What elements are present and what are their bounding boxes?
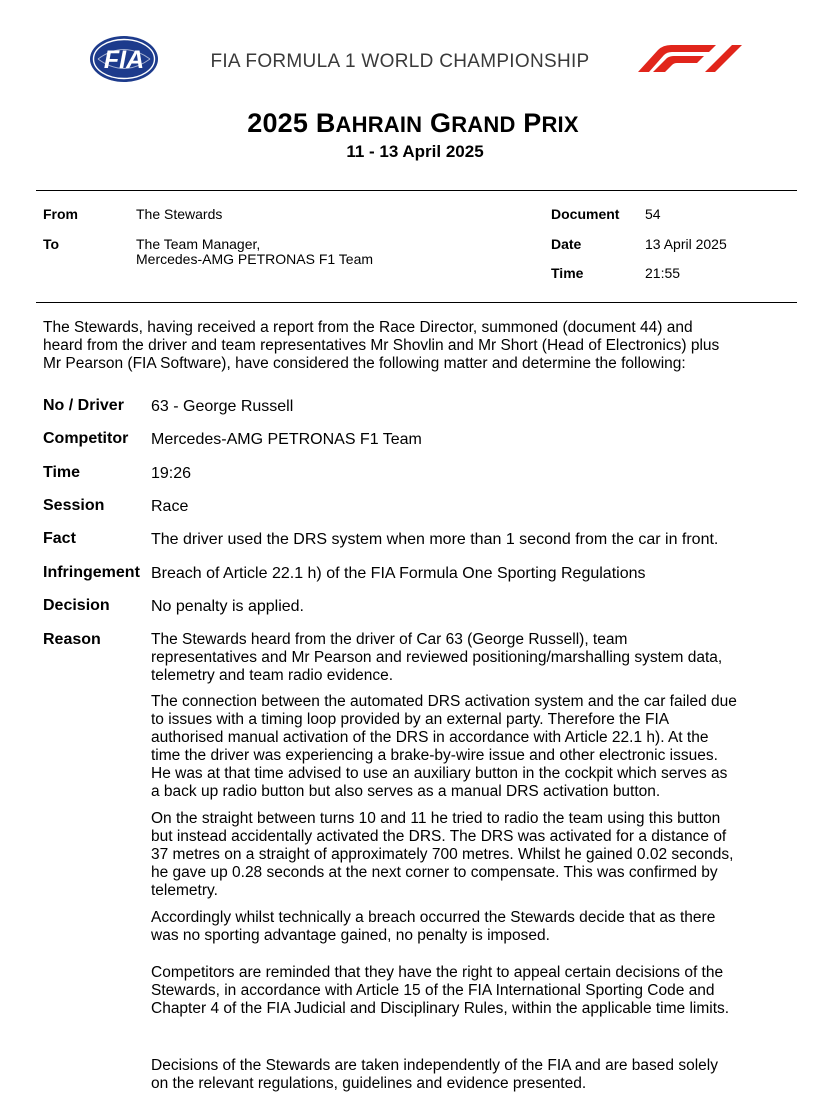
appeal-notice: Competitors are reminded that they have the right to appeal certain decisions of the Stewards, in accordance with Article 15 of the FIA International Sporting Code and Chapter 4 of the FIA Judicial and Disciplinary Rules, within the applicable time limits.: [151, 964, 730, 1017]
driver-label: No / Driver: [43, 397, 124, 414]
document-label: Document: [551, 206, 620, 222]
bottom-divider: [36, 302, 797, 303]
from-value: The Stewards: [136, 206, 223, 222]
fact-label: Fact: [43, 530, 76, 547]
time-label: Time: [551, 265, 584, 281]
intro-paragraph: The Stewards, having received a report from the Race Director, summoned (document 44) and heard from the driver and team representatives Mr Shovlin and Mr Short (Head of Electronics) plus Mr Pearson (FIA Software), have considered the following matter and determine the following:: [43, 319, 720, 372]
time-value: 21:55: [645, 265, 681, 281]
to-label: To: [43, 236, 60, 252]
fact-value: The driver used the DRS system when more than 1 second from the car in front.: [151, 531, 719, 548]
competitor-value: Mercedes-AMG PETRONAS F1 Team: [151, 431, 422, 448]
decision-label: Decision: [43, 597, 110, 614]
grand-prix-title: 2025 BAHRAIN GRAND PRIX: [247, 108, 579, 138]
incident-time-label: Time: [43, 464, 81, 481]
session-label: Session: [43, 497, 105, 514]
reason-label: Reason: [43, 631, 101, 648]
reason-paragraph-1: The Stewards heard from the driver of Car 63 (George Russell), team representatives and Mr Pearson and reviewed positioning/marshalling system data, telemetry and team radio evidence.: [151, 631, 723, 684]
championship-title: FIA FORMULA 1 WORLD CHAMPIONSHIP: [210, 51, 590, 72]
driver-value: 63 - George Russell: [151, 398, 294, 415]
document-number: 54: [645, 206, 661, 222]
incident-time-value: 19:26: [151, 465, 192, 482]
to-value-line2: Mercedes-AMG PETRONAS F1 Team: [136, 251, 374, 267]
top-divider: [36, 190, 797, 191]
date-label: Date: [551, 236, 582, 252]
reason-paragraph-4: Accordingly whilst technically a breach occurred the Stewards decide that as there was no sporting advantage gained, no penalty is imposed.: [151, 909, 716, 944]
fia-logo: [88, 34, 160, 84]
event-dates: 11 - 13 April 2025: [346, 142, 484, 161]
f1-logo: [638, 44, 742, 76]
independence-notice: Decisions of the Stewards are taken independently of the FIA and are based solely on the relevant regulations, guidelines and evidence presented.: [151, 1057, 718, 1092]
decision-value: No penalty is applied.: [151, 598, 304, 615]
session-value: Race: [151, 498, 189, 515]
reason-paragraph-2: The connection between the automated DRS activation system and the car failed due to issues with a timing loop provided by an external party. Therefore the FIA authorised manual activation of the DRS in accordance with Article 22.1 h). At the time the driver was experiencing a brake-by-wire issue and other electronic issues. He was at that time advised to use an auxiliary button in the cockpit which serves as a back up radio button but also serves as a manual DRS activation button.: [151, 693, 737, 800]
competitor-label: Competitor: [43, 430, 129, 447]
date-value: 13 April 2025: [645, 236, 727, 252]
infringement-label: Infringement: [43, 564, 140, 581]
to-value-line1: The Team Manager,: [136, 236, 261, 252]
from-label: From: [43, 206, 78, 222]
infringement-value: Breach of Article 22.1 h) of the FIA Formula One Sporting Regulations: [151, 565, 646, 582]
reason-paragraph-3: On the straight between turns 10 and 11 he tried to radio the team using this button but instead accidentally activated the DRS. The DRS was activated for a distance of 37 metres on a straight of approximately 700 metres. Whilst he gained 0.02 seconds, he gave up 0.28 seconds at the next corner to compensate. This was confirmed by telemetry.: [151, 810, 734, 899]
fia-logo-text: FIA: [103, 46, 145, 74]
